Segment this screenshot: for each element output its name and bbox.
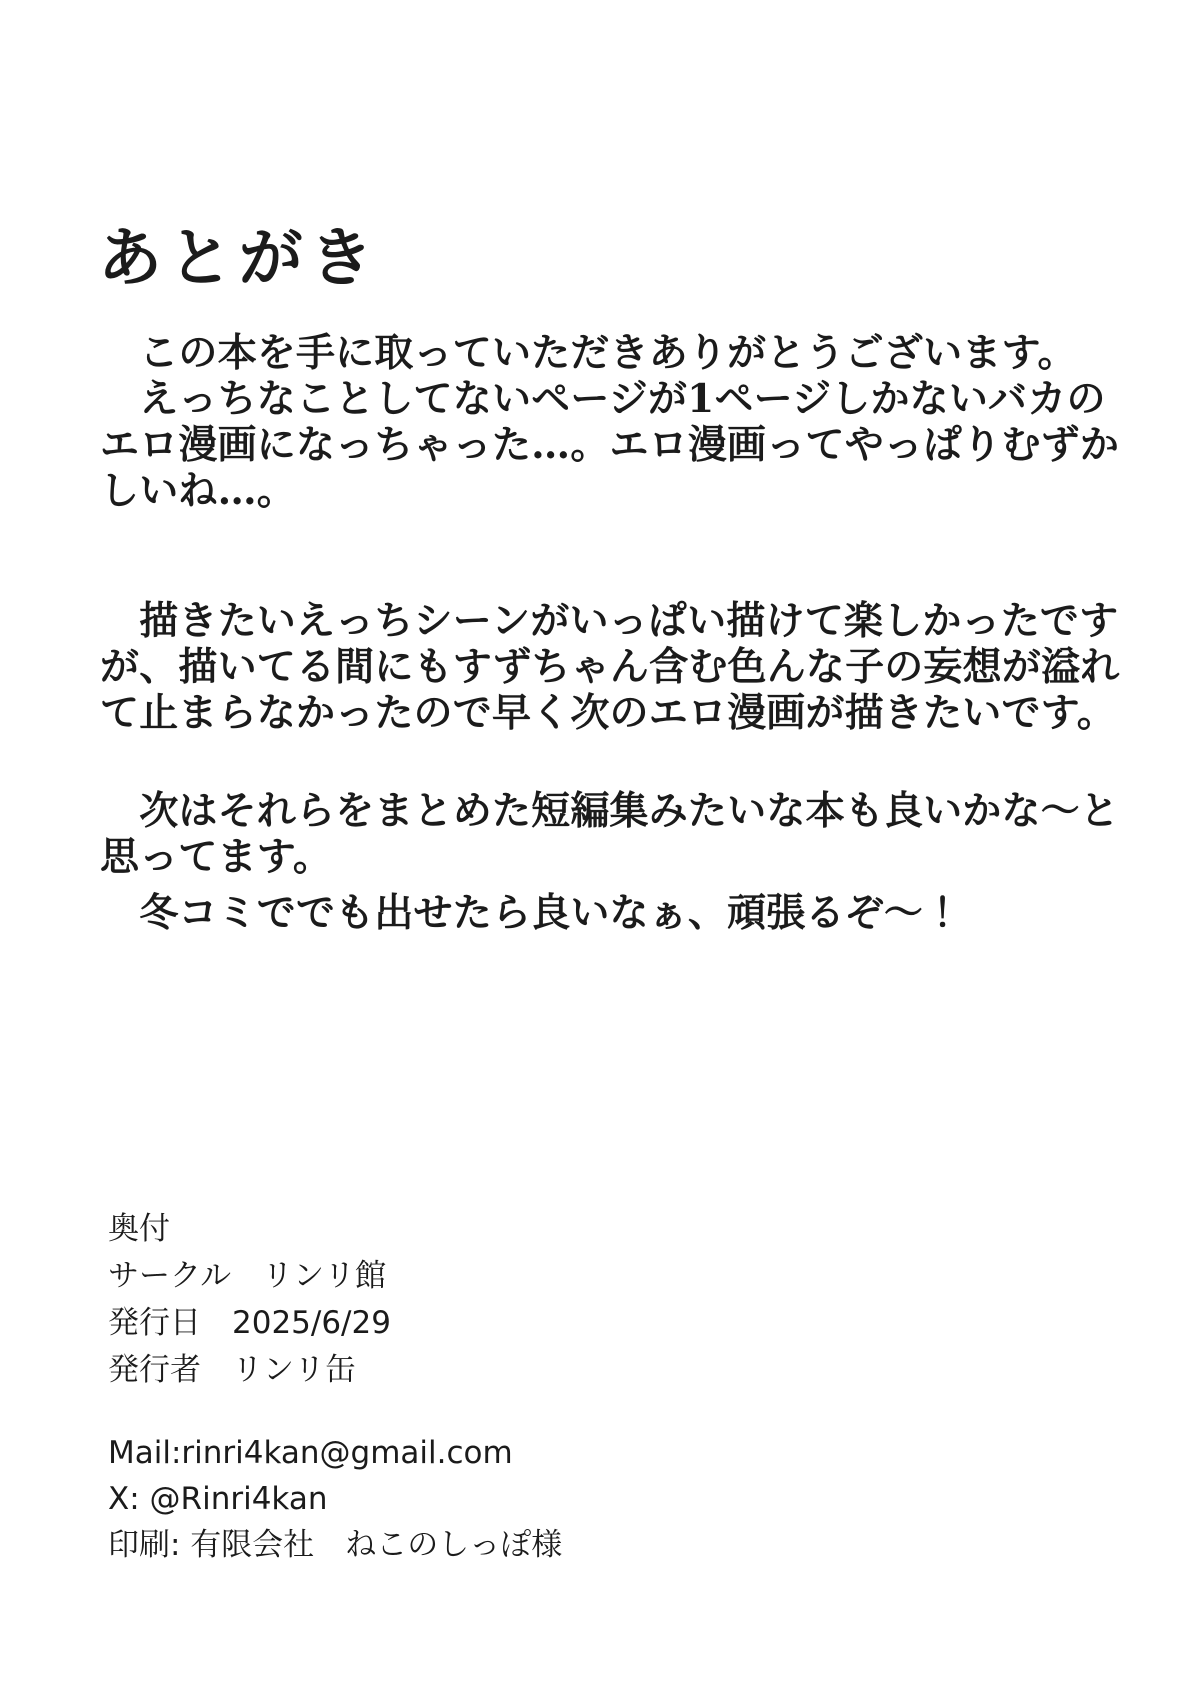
page-title: あとがき (98, 220, 380, 296)
colophon-section (108, 1206, 391, 1394)
afterword-paragraph (100, 788, 1120, 880)
afterword-line: エロ漫画になっちゃった…。エロ漫画ってやっぱりむずか (100, 422, 1120, 468)
afterword-line: しいね…。 (100, 468, 296, 514)
contact-mail-line: Mail:rinri4kan@gmail.com (108, 1435, 513, 1471)
colophon-date-line: 発行日 2025/6/29 (108, 1305, 391, 1341)
afterword-line: この本を手に取っていただきありがとうございます。 (100, 330, 1077, 376)
afterword-paragraph (100, 330, 1120, 514)
afterword-line: 思ってます。 (100, 834, 333, 880)
afterword-line: て止まらなかったので早く次のエロ漫画が描きたいです。 (100, 690, 1116, 736)
afterword-line: 冬コミででも出せたら良いなぁ、頑張るぞ〜！ (100, 890, 963, 936)
afterword-body (100, 330, 1120, 936)
afterword-line: 描きたいえっちシーンがいっぱい描けて楽しかったです (100, 598, 1119, 644)
colophon-publisher-line: 発行者 リンリ缶 (108, 1352, 356, 1388)
afterword-paragraph (100, 598, 1120, 736)
colophon-heading: 奥付 (108, 1211, 170, 1247)
contact-printer-line: 印刷: 有限会社 ねこのしっぽ様 (108, 1527, 563, 1563)
contact-x-line: X: @Rinri4kan (108, 1481, 328, 1517)
contact-section (108, 1430, 562, 1568)
afterword-line: が、描いてる間にもすずちゃん含む色んな子の妄想が溢れ (100, 644, 1120, 690)
afterword-line: 次はそれらをまとめた短編集みたいな本も良いかな〜と (100, 788, 1120, 834)
afterword-paragraph (100, 890, 1065, 936)
colophon-circle-line: サークル リンリ館 (108, 1258, 387, 1294)
afterword-line: えっちなことしてないページが1ページしかないバカの (100, 376, 1106, 422)
